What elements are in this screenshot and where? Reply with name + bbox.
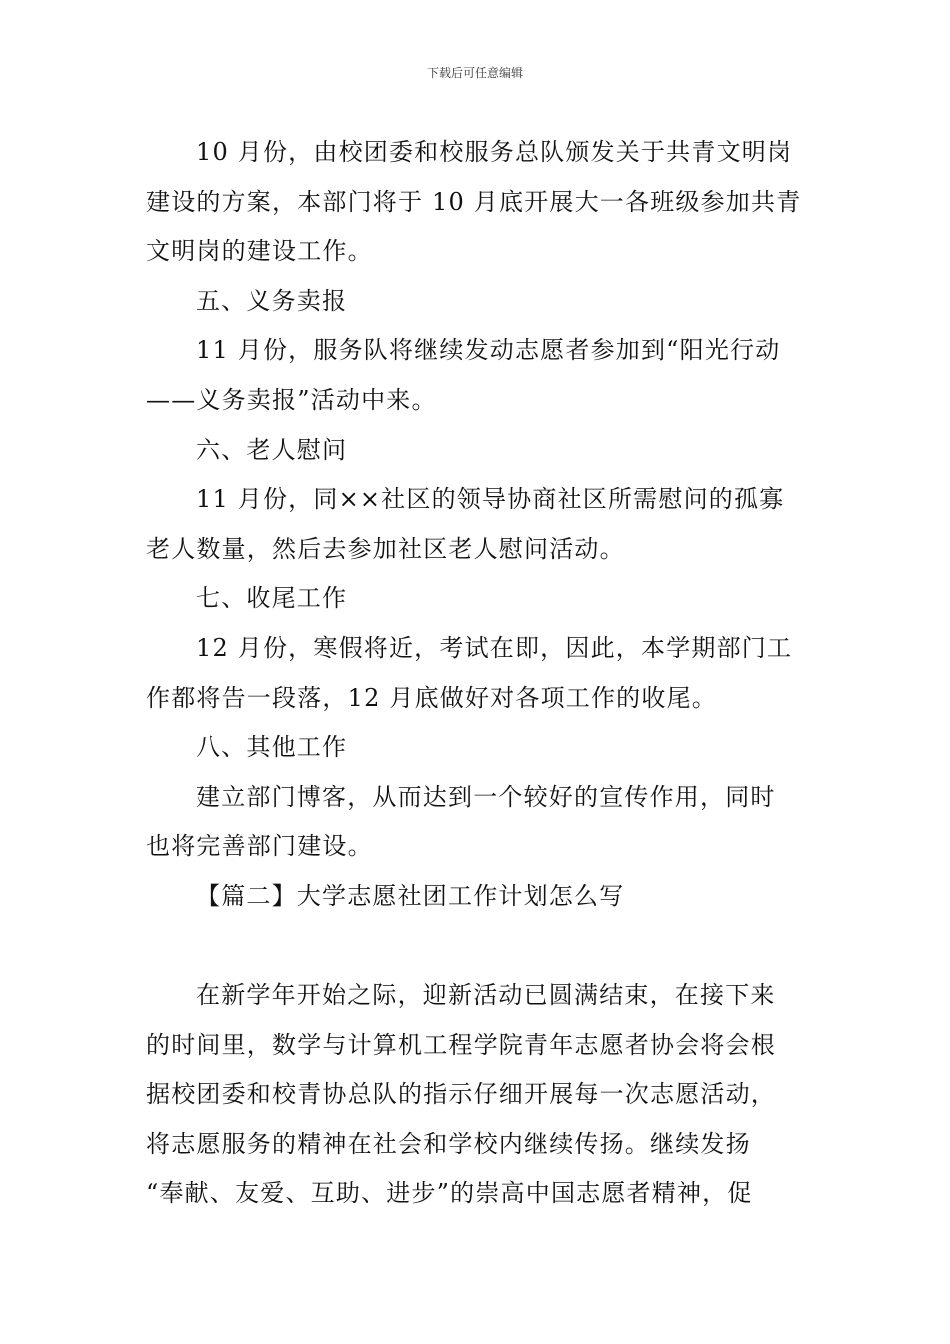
document-lines: [146, 128, 810, 1219]
text-line: 11 月份，服务队将继续发动志愿者参加到“阳光行动: [196, 336, 781, 365]
section-heading: 六、老人慰问: [196, 435, 348, 464]
text-line: 12 月份，寒假将近，考试在即，因此，本学期部门工: [196, 633, 793, 662]
blank-line: [146, 922, 810, 972]
text-line: 11 月份，同××社区的领导协商社区所需慰问的孤寡: [196, 485, 785, 514]
text-line: 也将完善部门建设。: [146, 832, 373, 861]
text-line: 在新学年开始之际，迎新活动已圆满结束，在接下来: [196, 981, 776, 1009]
text-line: “奉献、友爱、互助、进步”的崇高中国志愿者精神，促: [146, 1179, 753, 1208]
text-line: 建设的方案，本部门将于 10 月底开展大一各班级参加共青: [146, 187, 802, 216]
text-line: 10 月份，由校团委和校服务总队颁发关于共青文明岗: [196, 138, 793, 166]
text-line: 的时间里，数学与计算机工程学院青年志愿者协会将会根: [146, 1030, 776, 1059]
text-line: 文明岗的建设工作。: [146, 237, 373, 266]
text-line: 将志愿服务的精神在社会和学校内继续传扬。继续发扬: [146, 1129, 751, 1158]
text-line: 作都将告一段落，12 月底做好对各项工作的收尾。: [146, 683, 717, 712]
text-line: ——义务卖报”活动中来。: [146, 385, 437, 414]
text-line: 老人数量，然后去参加社区老人慰问活动。: [146, 534, 625, 563]
section-heading: 七、收尾工作: [196, 584, 348, 613]
text-line: 建立部门博客，从而达到一个较好的宣传作用，同时: [196, 782, 776, 811]
section-heading: 五、义务卖报: [196, 286, 348, 315]
article-title: 【篇二】大学志愿社团工作计划怎么写: [196, 881, 625, 910]
section-heading: 八、其他工作: [196, 733, 348, 762]
page-header-note: 下载后可任意编辑: [426, 66, 523, 80]
text-line: 据校团委和校青协总队的指示仔细开展每一次志愿活动，: [146, 1080, 776, 1109]
document-body: [146, 128, 810, 1219]
